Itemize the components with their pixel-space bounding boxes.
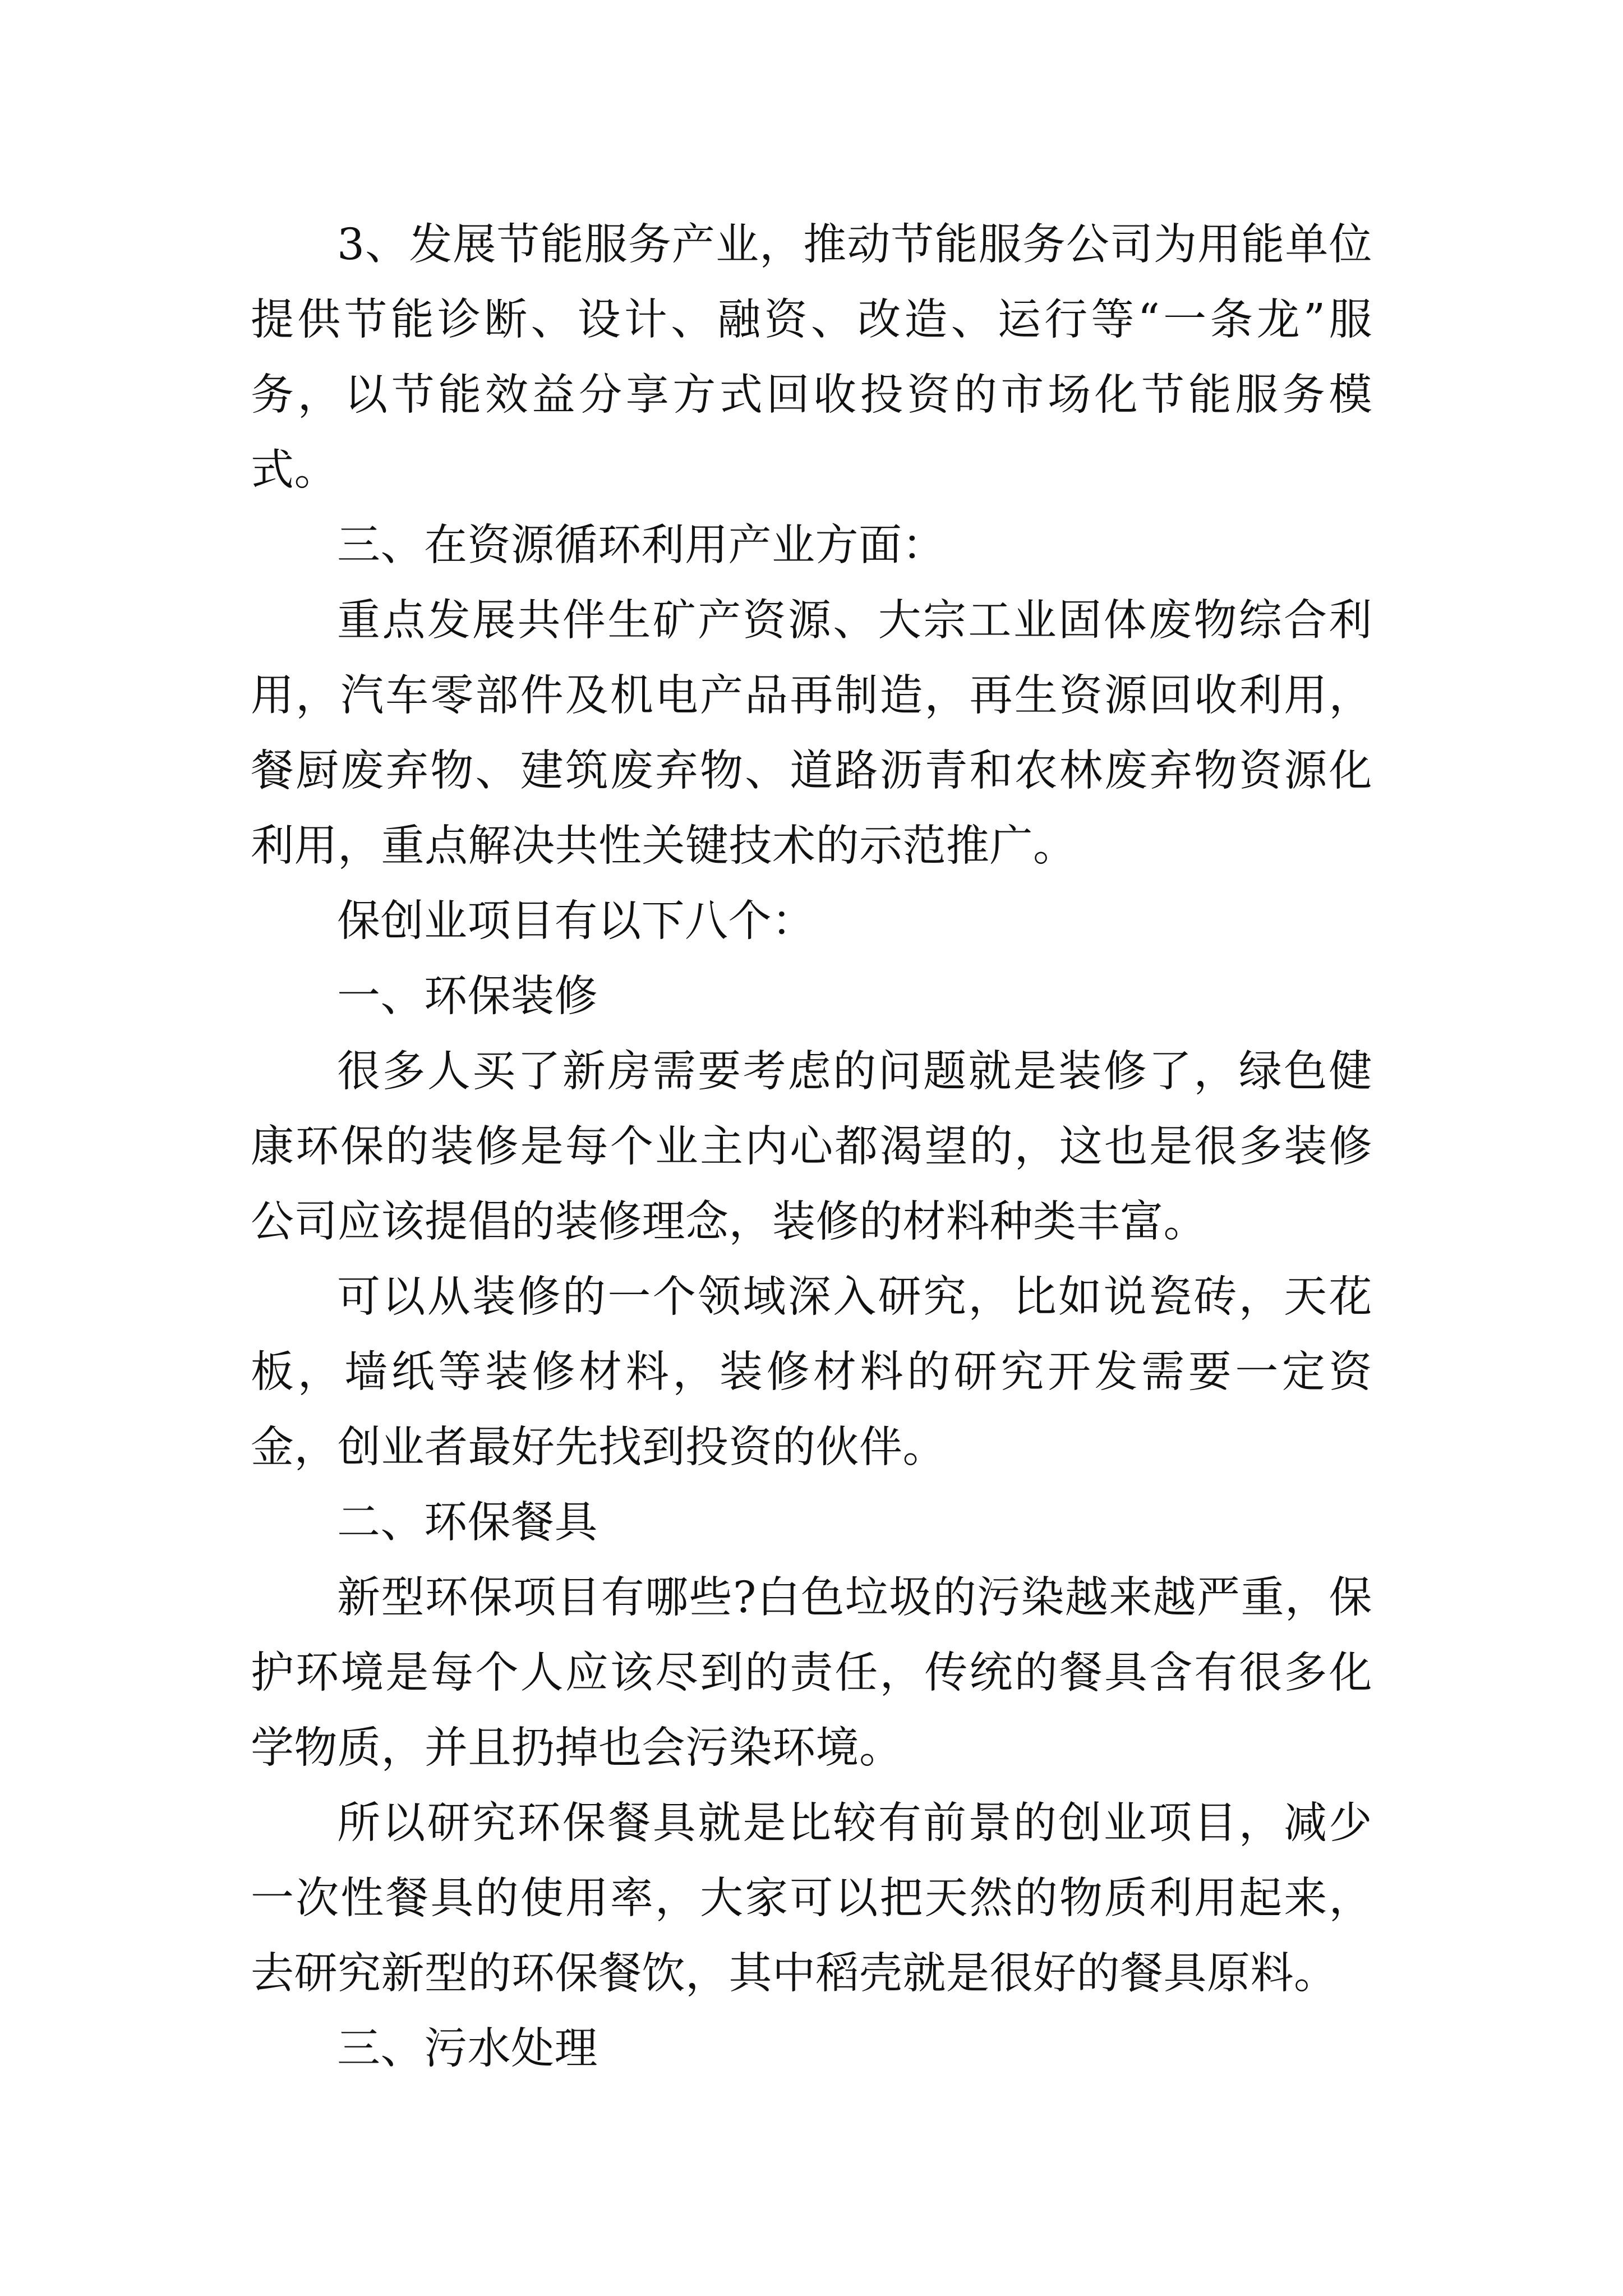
heading-eco-tableware: 二、环保餐具 — [337, 1498, 598, 1548]
heading-eco-decoration: 一、环保装修 — [337, 972, 598, 1022]
heading-resource-recycling: 三、在资源循环利用产业方面： — [337, 521, 946, 570]
paragraph-energy-service: 3、发展节能服务产业，推动节能服务公司为用能单位提供节能诊断、设计、融资、改造、运行等“一条龙”服务，以节能效益分享方式回收投资的市场化节能服务模式。 — [251, 220, 1372, 495]
paragraph-eco-decoration-2: 可以从装修的一个领域深入研究，比如说瓷砖，天花板，墙纸等装修材料，装修材料的研究开发需要一定资金，创业者最好先找到投资的伙伴。 — [251, 1272, 1372, 1473]
paragraph-resource-recycling: 重点发展共伴生矿产资源、大宗工业固体废物综合利用，汽车零部件及机电产品再制造，再生资源回收利用，餐厨废弃物、建筑废弃物、道路沥青和农林废弃物资源化利用，重点解决共性关键技术的示范推广。 — [251, 596, 1372, 871]
document-body — [251, 208, 1372, 2087]
heading-project-list: 保创业项目有以下八个： — [337, 896, 815, 946]
heading-sewage-treatment: 三、污水处理 — [337, 2024, 598, 2074]
paragraph-eco-tableware-1: 新型环保项目有哪些?白色垃圾的污染越来越严重，保护环境是每个人应该尽到的责任，传统的餐具含有很多化学物质，并且扔掉也会污染环境。 — [251, 1573, 1372, 1773]
paragraph-eco-decoration-1: 很多人买了新房需要考虑的问题就是装修了，绿色健康环保的装修是每个业主内心都渴望的，这也是很多装修公司应该提倡的装修理念，装修的材料种类丰富。 — [251, 1047, 1372, 1247]
paragraph-eco-tableware-2: 所以研究环保餐具就是比较有前景的创业项目，减少一次性餐具的使用率，大家可以把天然的物质利用起来，去研究新型的环保餐饮，其中稻壳就是很好的餐具原料。 — [251, 1798, 1372, 1999]
